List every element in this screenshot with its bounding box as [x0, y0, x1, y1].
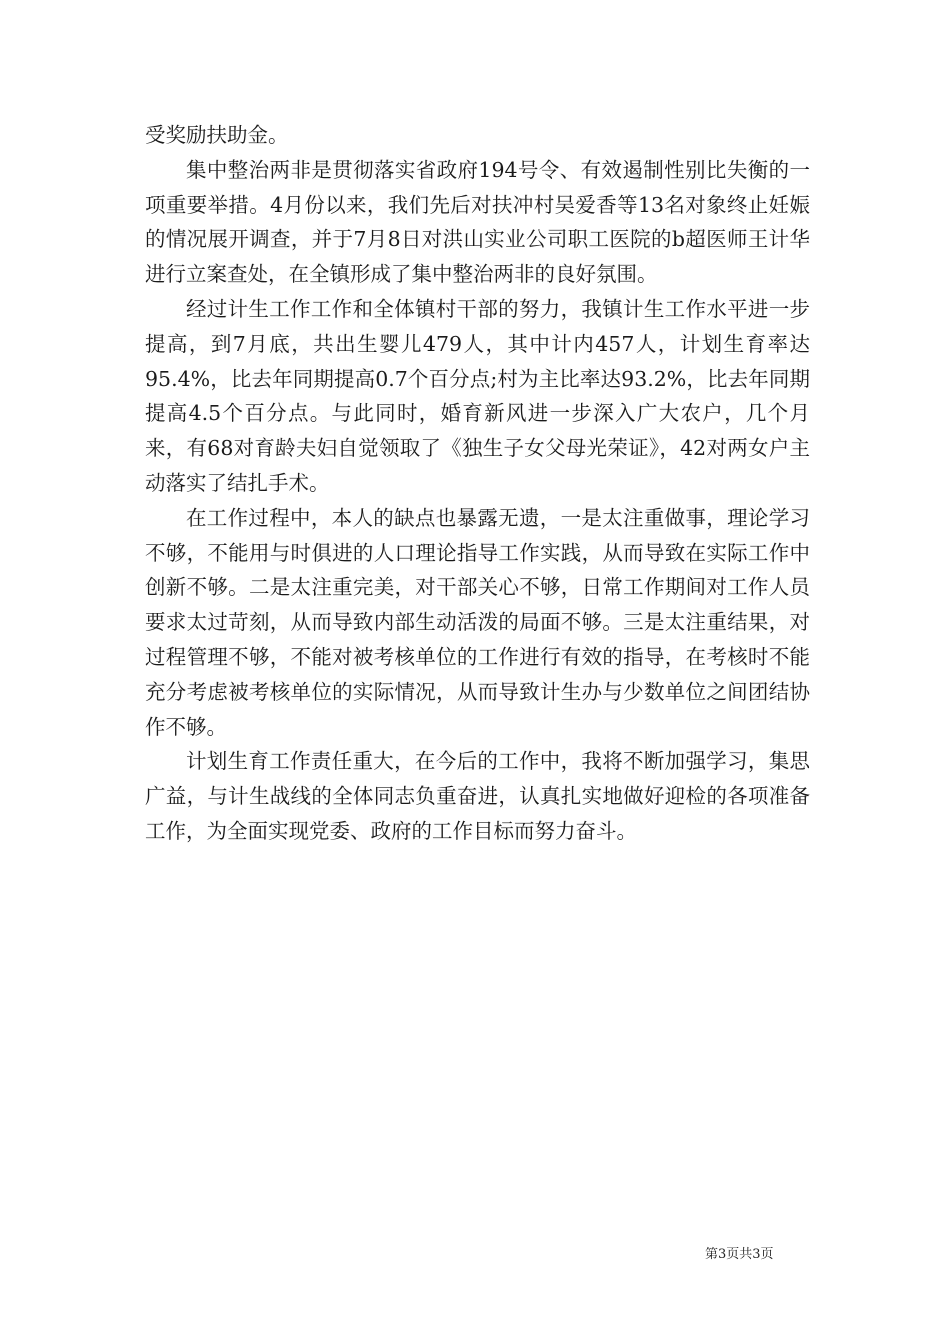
paragraph-conclusion: 计划生育工作责任重大，在今后的工作中，我将不断加强学习，集思广益，与计生战线的全体同志负重奋进，认真扎实地做好迎检的各项准备工作，为全面实现党委、政府的工作目标而努力奋斗。: [145, 749, 810, 843]
paragraph-statistics: 经过计生工作工作和全体镇村干部的努力，我镇计生工作水平进一步提高，到7月底，共出生婴儿479人，其中计内457人，计划生育率达95.4%，比去年同期提高0.7个百分点;村为主比率达93.2%，比去年同期提高4.5个百分点。与此同时，婚育新风进一步深入广大农户，几个月来，有68对育龄夫妇自觉领取了《独生子女父母光荣证》，42对两女户主动落实了结扎手术。: [145, 296, 810, 495]
paragraph-two-nons: 集中整治两非是贯彻落实省政府194号令、有效遏制性别比失衡的一项重要举措。4月份以来，我们先后对扶冲村吴爱香等13名对象终止妊娠的情况展开调查，并于7月8日对洪山实业公司职工医院的b超医师王计华进行立案查处，在全镇形成了集中整治两非的良好氛围。: [145, 157, 810, 287]
document-body: [145, 118, 810, 849]
paragraph-continuation: 受奖励扶助金。: [145, 123, 289, 147]
paragraph-shortcomings: 在工作过程中，本人的缺点也暴露无遗，一是太注重做事，理论学习不够，不能用与时俱进的人口理论指导工作实践，从而导致在实际工作中创新不够。二是太注重完美，对干部关心不够，日常工作期间对工作人员要求太过苛刻，从而导致内部生动活泼的局面不够。三是太注重结果，对过程管理不够，不能对被考核单位的工作进行有效的指导，在考核时不能充分考虑被考核单位的实际情况，从而导致计生办与少数单位之间团结协作不够。: [145, 505, 810, 739]
page-number-footer: 第3页共3页: [705, 1247, 774, 1262]
